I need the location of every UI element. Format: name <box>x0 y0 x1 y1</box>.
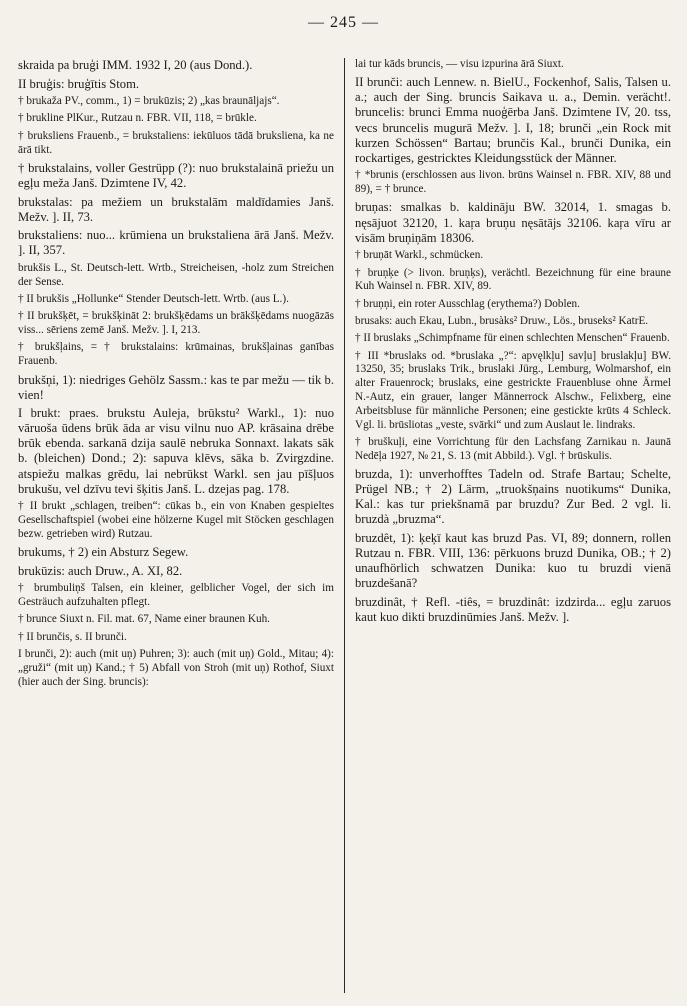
dictionary-entry: † bruņķe (> livon. bruņķs), verächtl. Bezeichnung für eine braune Kuh Wainsel n. FBR. XIV, 89. <box>355 266 671 293</box>
dictionary-entry: brukstaliens: nuo... krūmiena un brukstaliena ārā Janš. Mežv. ]. II, 357. <box>18 228 334 258</box>
dictionary-entry: † bruņāt Warkl., schmücken. <box>355 249 484 262</box>
dictionary-entry: † II brunčis, s. II brunči. <box>18 630 127 643</box>
dictionary-entry: bruzdinât, † Refl. -tiês, = bruzdinât: izdzirda... egļu zaruos kaut kuo dikti bruzdinūmies Janš. Mežv. ]. <box>355 594 671 624</box>
dictionary-entry: † II bruslaks „Schimpfname für einen schlechten Menschen“ Frauenb. <box>355 332 670 345</box>
dictionary-entry: † II brukt „schlagen, treiben“: cūkas b., ein von Knaben gespieltes Gesellschaftspiel (wobei eine hölzerne Kugel mit Stöcken geschlagen bezw. getrieben wird) Rutzau. <box>18 500 334 540</box>
dictionary-entry: † brukaža PV., comm., 1) = brukūzis; 2) „kas braunāljajs“. <box>18 95 280 108</box>
dictionary-entry: skraida pa bruģi IMM. 1932 I, 20 (aus Dond.). <box>18 58 253 72</box>
dictionary-entry: brukstalas: pa mežiem un brukstalām maldīdamies Janš. Mežv. ]. II, 73. <box>18 194 334 224</box>
dictionary-entry: † II brukšķēt, = brukšķināt 2: brukšķēdams un brākšķēdams nuogāzās viss... sēriens zemē Janš. Mežv. ]. I, 213. <box>18 310 334 337</box>
dictionary-entry: † bruņņi, ein roter Ausschlag (erythema?) Doblen. <box>355 297 580 310</box>
right-column <box>355 58 671 998</box>
dictionary-entry: † bruksliens Frauenb., = brukstaliens: iekūluos tādā bruksliena, ka ne ārā tikt. <box>18 129 334 156</box>
dictionary-entry: brukūzis: auch Druw., A. XI, 82. <box>18 563 183 578</box>
dictionary-entry: lai tur kāds bruncis, — visu izpurina ārā Siuxt. <box>355 58 564 70</box>
left-column <box>18 58 334 998</box>
dictionary-entry: † *brunis (erschlossen aus livon. brūns Wainsel n. FBR. XIV, 88 und 89), = † brunce. <box>355 169 671 196</box>
dictionary-entry: † brumbuliņš Talsen, ein kleiner, gelblicher Vogel, der sich im Gesträuch aufzuhalten pflegt. <box>18 582 334 609</box>
dictionary-entry: brukums, † 2) ein Absturz Segew. <box>18 545 189 560</box>
dictionary-entry: brukšis L., St. Deutsch-lett. Wrtb., Streicheisen, -holz zum Streichen der Sense. <box>18 261 334 288</box>
dictionary-entry: II brunči: auch Lennew. n. BielU., Fockenhof, Salis, Talsen u. a.; auch der Sing. bruncis Saikava u. a., Demin. verächt!. bruncelis: brunci Emma nuoģērba Janš. Dzimtene IV, 20. tss, vecs bruncelis mugurā Mežv. ]. I, 18; brunči „ein Rock mit kurzen Schössen“ Bartau; brunčis Kal., brunči Dunika, ein rockartiges, gestricktes Kleidungsstück der Männer. <box>355 75 671 165</box>
dictionary-entry: I brunči, 2): auch (mit uņ) Puhren; 3): auch (mit uņ) Gold., Mitau; 4): „gruži“ (mit uņ) Kand.; † 5) Abfall von Stroh (mit uņ) Rothof, Siuxt (hier auch der Sing. bruncis): <box>18 648 334 688</box>
page-number: — 245 — <box>308 14 379 31</box>
dictionary-entry: I brukt: praes. brukstu Auleja, brūkstu² Warkl., 1): nuo vāruoša ūdens brūk āda ar visu vilnu nuo AP. krāsaina drēbe brūk ebenda. sarkanā dzija saulē nebruka Sonnaxt. lakats sāk b. (bleichen) Dond.; 2): sapuva klēvs, sāka b. Zvirgzdine. atspiežu malkas grēdu, lai nebrūkst Warkl. sen jau pīšļuos brukušu, vel dzīvu tevi šķitis Janš. L. dzejas pag. 178. <box>18 406 334 496</box>
dictionary-entry: † brukšļains, = † brukstalains: krūmainas, brukšļainas ganības Frauenb. <box>18 341 334 368</box>
dictionary-entry: † II brukšis „Hollunke“ Stender Deutsch-lett. Wrtb. (aus L.). <box>18 293 289 306</box>
dictionary-entry: II bruģis: bruģītis Stom. <box>18 76 140 91</box>
dictionary-entry: bruzdêt, 1): ķeķī kaut kas bruzd Pas. VI, 89; donnern, rollen Rutzau n. FBR. VIII, 136: pērkuons bruzd Dunika, OB.; † 2) unaufhörlich schwatzen Dunika: kuo tu bruzdi vienā bruzdešanā? <box>355 530 671 591</box>
dictionary-entry: † brukstalains, voller Gestrüpp (?): nuo brukstalainā priežu un egļu meža Janš. Dzimtene IV, 42. <box>18 160 334 190</box>
dictionary-entry: † III *bruslaks od. *bruslaka „?“: apvęlkļu] savļu] bruslakļu] BW. 13250, 35; bruslaks Trik., bruslaki Jürg., Lemburg, Wolmarshof, ein alter Frauenrock; bruslaks, eine gestrickte Frauenbluse ohne Ärmel N.-Autz, ein grauer, langer Männerrock Alschw., Felixberg, eine Arbeitsbluse für männliche Personen; eine gestickte krūts 4 Schleck. Vgl. li. brūsliotas „veste, svārki“ und zum Auslaut le. lindraks. <box>355 349 671 431</box>
dictionary-entry: † bruškuļi, eine Vorrichtung für den Lachsfang Zarnikau n. Jaunā Nedēļa 1927, № 21, S. 13 (mit Abbild.). Vgl. † brūskulis. <box>355 435 671 462</box>
dictionary-entry: bruzda, 1): unverhofftes Tadeln od. Strafe Bartau; Schelte, Prügel NB.; † 2) Lärm, „truokšņains nuotikums“ Dunika, Kal.: kas tur priekšnamā par bruzdu? Zur Bed. 2 vgl. li. bruzdà „bruzma“. <box>355 466 671 527</box>
dictionary-entry: brukšņi, 1): niedriges Gehölz Sassm.: kas te par mežu — tik b. vien! <box>18 372 334 402</box>
column-divider <box>344 58 345 993</box>
dictionary-entry: brusaks: auch Ekau, Lubn., brusàks² Druw., Lös., bruseks² KatrE. <box>355 314 649 327</box>
dictionary-entry: bruņas: smalkas b. kaldināju BW. 32014, 1. smagas b. nęsājuot 32120, 1. kaŗa bruņu nęsātājs 32106. kaŗa vīru ar visām bruņiņām 18306. <box>355 200 671 245</box>
dictionary-entry: † brunce Siuxt n. Fil. mat. 67, Name einer braunen Kuh. <box>18 613 270 626</box>
dictionary-entry: † brukline PlKur., Rutzau n. FBR. VII, 118, = brūkle. <box>18 112 257 125</box>
